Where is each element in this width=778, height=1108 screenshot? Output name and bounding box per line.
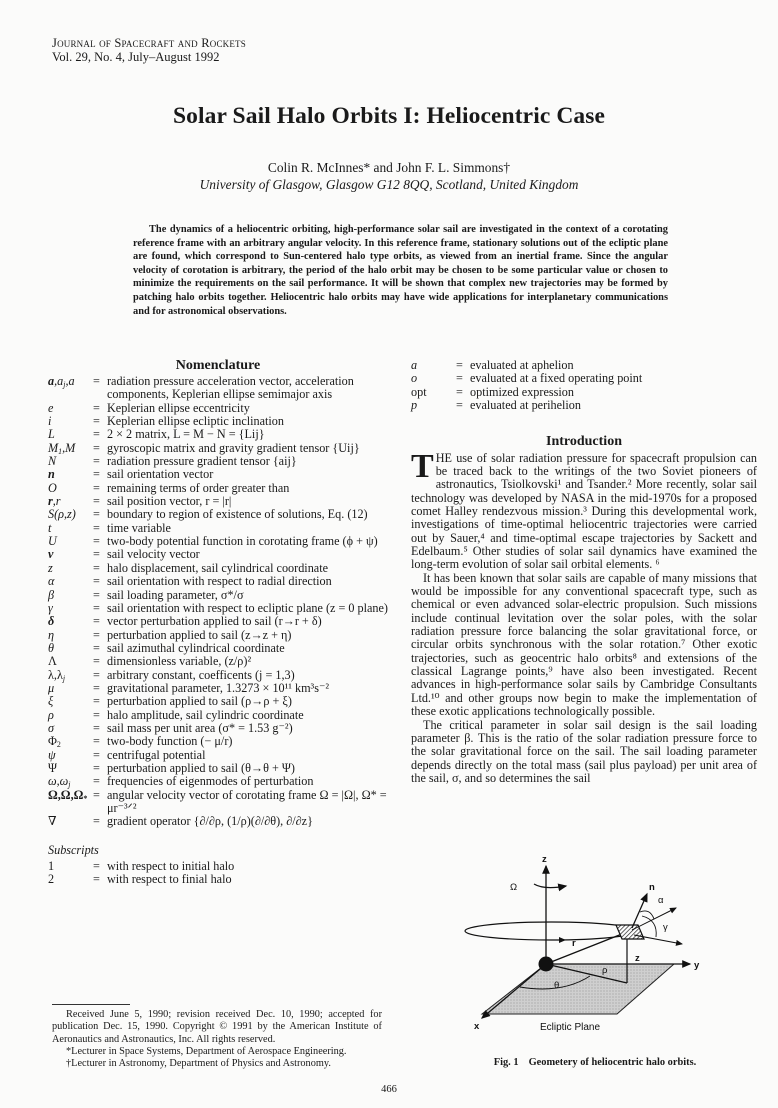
rho-label: ρ	[602, 965, 608, 976]
figure-caption-text: Geometery of heliocentric halo orbits.	[528, 1057, 697, 1068]
nom-definition: sail orientation vector	[107, 467, 214, 482]
nom-symbol: Ψ	[48, 760, 57, 775]
subscript-item: 1 = with respect to initial halo	[48, 860, 388, 873]
nom-definition: perturbation applied to sail (z→z + η)	[107, 627, 292, 642]
affiliation: University of Glasgow, Glasgow G12 8QQ, Scotland, United Kingdom	[199, 177, 579, 192]
gamma-label: γ	[663, 922, 668, 933]
subscripts-list	[48, 860, 388, 887]
nomenclature-section	[48, 358, 388, 886]
nomenclature-item: i = Keplerian ellipse ecliptic inclination	[48, 415, 388, 428]
nom-definition: two-body potential function in corotating frame (ϕ + ψ)	[107, 534, 378, 549]
nom-definition: time variable	[107, 520, 171, 535]
nom-definition: vector perturbation applied to sail (r→r + δ)	[107, 614, 322, 629]
nomenclature-item: ∇ = gradient operator {∂/∂ρ, (1/ρ)(∂/∂θ), ∂/∂z}	[48, 815, 388, 828]
nom-definition: evaluated at a fixed operating point	[470, 371, 643, 386]
nom-definition: sail azimuthal cylindrical coordinate	[107, 640, 285, 655]
nom-definition: optimized expression	[470, 384, 574, 399]
intro-paragraph-3: The critical parameter in solar sail design is the sail loading parameter β. This is the ratio of the solar radiation pressure force to the solar gravitational force on the sail. The sail loading parameter depends directly on the total mass (sail plus payload) per unit area of the sail, σ, and so determines the sail	[411, 717, 757, 785]
nom-symbol: z	[48, 560, 53, 575]
intro-paragraph-2: It has been known that solar sails are capable of many missions that would be impossible for any conventional spacecraft type, such as chemical or even advanced solar-electric propulsion. Such missions include continual levitation over the solar poles, with the solar radiation pressure force balancing the solar gravitational force, or circular orbits synchronous with the solar rotation.⁷ Other exotic trajectories, such as geocentric halo orbits⁸ and extensions of the classical Lagrange points,⁹ have also been investigated. Recent advances in high-performance solar sails by Cambridge Consultants Ltd.¹⁰ and other groups now begin to make the implementation of these exotic applications technologically possible.	[411, 570, 757, 719]
omega-label: Ω	[510, 882, 518, 893]
nomenclature-item: S(ρ,z) = boundary to region of existence of solutions, Eq. (12)	[48, 508, 388, 521]
nom-definition: gyroscopic matrix and gravity gradient tensor {Uij}	[107, 440, 360, 455]
nomenclature-item: v = sail velocity vector	[48, 548, 388, 561]
nom-definition: sail mass per unit area (σ* = 1.53 g⁻²)	[107, 720, 293, 735]
figure-number: Fig. 1	[493, 1057, 519, 1068]
introduction-heading: Introduction	[546, 433, 622, 449]
author-block	[0, 159, 778, 193]
nom-symbol: μ	[48, 680, 55, 695]
nom-symbol: N	[48, 454, 57, 469]
nomenclature-item: t = time variable	[48, 522, 388, 535]
nom-symbol: Λ	[48, 654, 57, 669]
nomenclature-item: δ = vector perturbation applied to sail (r→r + δ)	[48, 615, 388, 628]
z-axis-label: z	[542, 854, 547, 865]
nomenclature-item: z = halo displacement, sail cylindrical coordinate	[48, 562, 388, 575]
nomenclature-item: n = sail orientation vector	[48, 468, 388, 481]
nom-symbol: opt	[411, 384, 427, 399]
nom-symbol: η	[48, 627, 55, 642]
theta-label: θ	[554, 980, 560, 991]
nom-symbol: δ	[48, 614, 55, 629]
y-axis-label: y	[694, 960, 700, 971]
nom-symbol: v	[48, 547, 54, 562]
nom-definition: perturbation applied to sail (ρ→ρ + ξ)	[107, 694, 292, 709]
nom-symbol: α	[48, 574, 55, 589]
footnotes	[52, 1009, 382, 1070]
nom-symbol: n	[48, 467, 55, 482]
nom-symbol: i	[48, 414, 52, 429]
nomenclature-item: ψ = centrifugal potential	[48, 749, 388, 762]
subscript-item: p = evaluated at perihelion	[411, 399, 757, 412]
nomenclature-item: U = two-body potential function in corotating frame (ϕ + ψ)	[48, 535, 388, 548]
nomenclature-item: $\omega,\omega_j$ = frequencies of eigenmodes of perturbation	[48, 775, 388, 788]
nom-symbol: U	[48, 534, 57, 549]
nom-definition: evaluated at aphelion	[470, 358, 574, 372]
figure-caption	[460, 1057, 730, 1068]
nom-definition: radiation pressure acceleration vector, acceleration components, Keplerian ellipse semimajor axis	[107, 374, 354, 402]
nom-definition: sail orientation with respect to ecliptic plane (z = 0 plane)	[107, 600, 388, 615]
ecliptic-plane-label: Ecliptic Plane	[540, 1022, 601, 1033]
subscripts-list-continued	[411, 359, 757, 413]
abstract: The dynamics of a heliocentric orbiting, high-performance solar sail are investigated in the context of a corotating reference frame with an arbitrary angular velocity. In this reference frame, stationary solutions out of the ecliptic plane are found, which correspond to Sun-centered halo type orbits, as viewed from an inertial frame. Since the angular velocity of corotation is arbitrary, the period of the halo orbit may be chosen to be some particular value or chosen to minimize the requirements on the sail performance. It will be shown that complex new trajectories may be formed by patching halo orbits together. Heliocentric halo orbits may have wide applications for interplanetary communications and for astronomical observations.	[133, 224, 668, 317]
sun-icon	[539, 957, 554, 972]
nomenclature-list	[48, 375, 388, 829]
nomenclature-item: σ = sail mass per unit area (σ* = 1.53 g⁻²)	[48, 722, 388, 735]
nom-symbol: a	[411, 358, 418, 372]
subscript-item: 2 = with respect to finial halo	[48, 873, 388, 886]
nom-symbol: ∇	[48, 814, 57, 829]
nom-symbol: $M_1,M$	[48, 440, 76, 456]
alpha-label: α	[658, 895, 664, 906]
nomenclature-item: θ = sail azimuthal cylindrical coordinate	[48, 642, 388, 655]
nom-definition: centrifugal potential	[107, 747, 206, 762]
dropcap: T	[411, 447, 434, 485]
nomenclature-item: $M_1,M$ = gyroscopic matrix and gravity gradient tensor {Uij}	[48, 442, 388, 455]
paper-title: Solar Sail Halo Orbits I: Heliocentric Case	[172, 103, 606, 129]
journal-issue: Vol. 29, No. 4, July–August 1992	[52, 50, 220, 64]
nom-definition: with respect to finial halo	[107, 872, 232, 887]
nom-symbol: O	[48, 480, 57, 495]
nomenclature-item: Ψ = perturbation applied to sail (θ→θ + Ψ)	[48, 762, 388, 775]
author-names: Colin R. McInnes* and John F. L. Simmons†	[267, 160, 511, 175]
halo-orbit-geometry-diagram	[462, 846, 722, 1051]
nom-definition: angular velocity vector of corotating frame Ω = |Ω|, Ω* = μr⁻³ᐟ²	[107, 787, 387, 815]
nom-definition: Keplerian ellipse eccentricity	[107, 400, 250, 415]
nom-symbol: S(ρ,z)	[48, 507, 76, 522]
nom-symbol: $\Phi_2$	[48, 734, 61, 750]
nomenclature-item: Λ = dimensionless variable, (z/ρ)²	[48, 655, 388, 668]
nom-definition: dimensionless variable, (z/ρ)²	[107, 654, 252, 669]
subscripts-heading: Subscripts	[48, 842, 99, 857]
nom-symbol: 2	[48, 872, 55, 887]
nom-definition: remaining terms of order greater than	[107, 480, 290, 495]
nom-definition: perturbation applied to sail (θ→θ + Ψ)	[107, 760, 295, 775]
nomenclature-item: L = 2 × 2 matrix, L = M − N = {Lij}	[48, 428, 388, 441]
nom-definition: gravitational parameter, 1.3273 × 10¹¹ km³s⁻²	[107, 680, 330, 695]
nom-symbol: σ	[48, 720, 55, 735]
nom-definition: gradient operator {∂/∂ρ, (1/ρ)(∂/∂θ), ∂/∂z}	[107, 814, 313, 829]
figure-1	[462, 846, 722, 1051]
right-column	[411, 359, 757, 785]
author1-note: *Lecturer in Space Systems, Department of Aerospace Engineering.	[66, 1045, 347, 1057]
nom-definition: halo displacement, sail cylindrical coordinate	[107, 560, 328, 575]
nomenclature-item: μ = gravitational parameter, 1.3273 × 10¹¹ km³s⁻²	[48, 682, 388, 695]
nom-symbol: e	[48, 400, 54, 415]
nom-symbol: L	[48, 427, 55, 442]
nom-symbol: θ	[48, 640, 54, 655]
intro-paragraph-1: THE use of solar radiation pressure for spacecraft propulsion can be traced back to the writings of the two Soviet pioneers of astronautics, Tsiolkovski¹ and Tsander.² More recently, solar sail technology was developed by NASA in the mid-1970s for a proposed comet Halley rendezvous mission.³ During this developmental work, investigations of time-optimal heliocentric trajectories were carried out by Sauer,⁴ and time-optimal escape trajectories by Sackett and Edelbaum.⁵ Other studies of solar sail dynamics have examined the long-term evolution of solar sail orbital elements. ⁶	[411, 447, 757, 572]
nom-symbol: $\lambda,\lambda_j$	[48, 667, 66, 683]
nom-symbol: 1	[48, 858, 55, 873]
nom-definition: sail loading parameter, σ*/σ	[107, 587, 244, 602]
nom-symbol: ψ	[48, 747, 56, 762]
nomenclature-item: r,r = sail position vector, r = |r|	[48, 495, 388, 508]
nom-symbol: ρ	[48, 707, 54, 722]
z-height-label: z	[635, 953, 640, 964]
nom-definition: radiation pressure gradient tensor {aij}	[107, 454, 297, 469]
nomenclature-item: η = perturbation applied to sail (z→z + η)	[48, 629, 388, 642]
nomenclature-item: $\lambda,\lambda_j$ = arbitrary constant, coefficents (j = 1,3)	[48, 669, 388, 682]
nom-definition: sail orientation with respect to radial direction	[107, 574, 332, 589]
journal-name: Journal of Spacecraft and Rockets	[52, 36, 246, 50]
r-label: r	[572, 938, 576, 949]
page-number: 466	[381, 1084, 397, 1095]
nom-symbol: r,r	[48, 494, 61, 509]
introduction-body	[411, 447, 757, 786]
nomenclature-item: ρ = halo amplitude, sail cylindric coordinate	[48, 709, 388, 722]
nom-definition: arbitrary constant, coefficents (j = 1,3)	[107, 667, 295, 682]
nomenclature-item: e = Keplerian ellipse eccentricity	[48, 402, 388, 415]
nom-symbol: ξ	[48, 694, 54, 709]
nomenclature-item: N = radiation pressure gradient tensor {aij}	[48, 455, 388, 468]
nom-definition: halo amplitude, sail cylindric coordinate	[107, 707, 304, 722]
nom-symbol: $\omega,\omega_j$	[48, 774, 71, 790]
nom-symbol: p	[411, 398, 418, 413]
nomenclature-item: O = remaining terms of order greater than	[48, 482, 388, 495]
nomenclature-item: $a,a_j,a$ = radiation pressure acceleration vector, acceleration components, Keplerian ellipse semimajor axis	[48, 375, 388, 402]
nom-definition: boundary to region of existence of solutions, Eq. (12)	[107, 507, 368, 522]
subscript-item: a = evaluated at aphelion	[411, 359, 757, 372]
nom-definition: sail position vector, r = |r|	[107, 494, 232, 509]
subscript-item: opt = optimized expression	[411, 386, 757, 399]
nom-definition: frequencies of eigenmodes of perturbation	[107, 774, 314, 789]
nom-definition: sail velocity vector	[107, 547, 200, 562]
x-axis-label: x	[474, 1021, 480, 1032]
nom-definition: evaluated at perihelion	[470, 398, 581, 413]
nomenclature-item: α = sail orientation with respect to radial direction	[48, 575, 388, 588]
subscript-item: o = evaluated at a fixed operating point	[411, 372, 757, 385]
n-label: n	[649, 882, 655, 893]
nom-symbol: o	[411, 371, 418, 386]
nomenclature-item: β = sail loading parameter, σ*/σ	[48, 589, 388, 602]
nom-symbol: β	[48, 587, 55, 602]
nom-symbol: γ	[48, 600, 53, 615]
received-note: Received June 5, 1990; revision received Dec. 10, 1990; accepted for publication Dec. 15, 1990. Copyright © 1991 by the American Institute of Aeronautics and Astronautics, Inc. All rights reserved.	[52, 1009, 382, 1045]
nomenclature-item: ξ = perturbation applied to sail (ρ→ρ + ξ)	[48, 695, 388, 708]
nom-symbol: $a,a_j,a$	[48, 374, 75, 389]
nom-definition: Keplerian ellipse ecliptic inclination	[107, 414, 284, 429]
nom-symbol: t	[48, 520, 52, 535]
journal-header	[52, 36, 246, 64]
nom-symbol: $\Omega,\Omega,\Omega_*$	[48, 787, 88, 803]
nomenclature-item: $\Phi_2$ = two-body function (− μ/r)	[48, 735, 388, 748]
nom-definition: with respect to initial halo	[107, 858, 235, 873]
nomenclature-heading: Nomenclature	[175, 358, 261, 373]
nomenclature-item: γ = sail orientation with respect to ecliptic plane (z = 0 plane)	[48, 600, 388, 615]
nomenclature-item: $\Omega,\Omega,\Omega_*$ = angular velocity vector of corotating frame Ω = |Ω|, Ω* = μr⁻³ᐟ²	[48, 787, 387, 815]
nom-definition: 2 × 2 matrix, L = M − N = {Lij}	[107, 427, 265, 442]
author2-note: †Lecturer in Astronomy, Department of Physics and Astronomy.	[66, 1058, 331, 1070]
nom-definition: two-body function (− μ/r)	[107, 734, 233, 749]
footnote-rule	[52, 1004, 130, 1005]
